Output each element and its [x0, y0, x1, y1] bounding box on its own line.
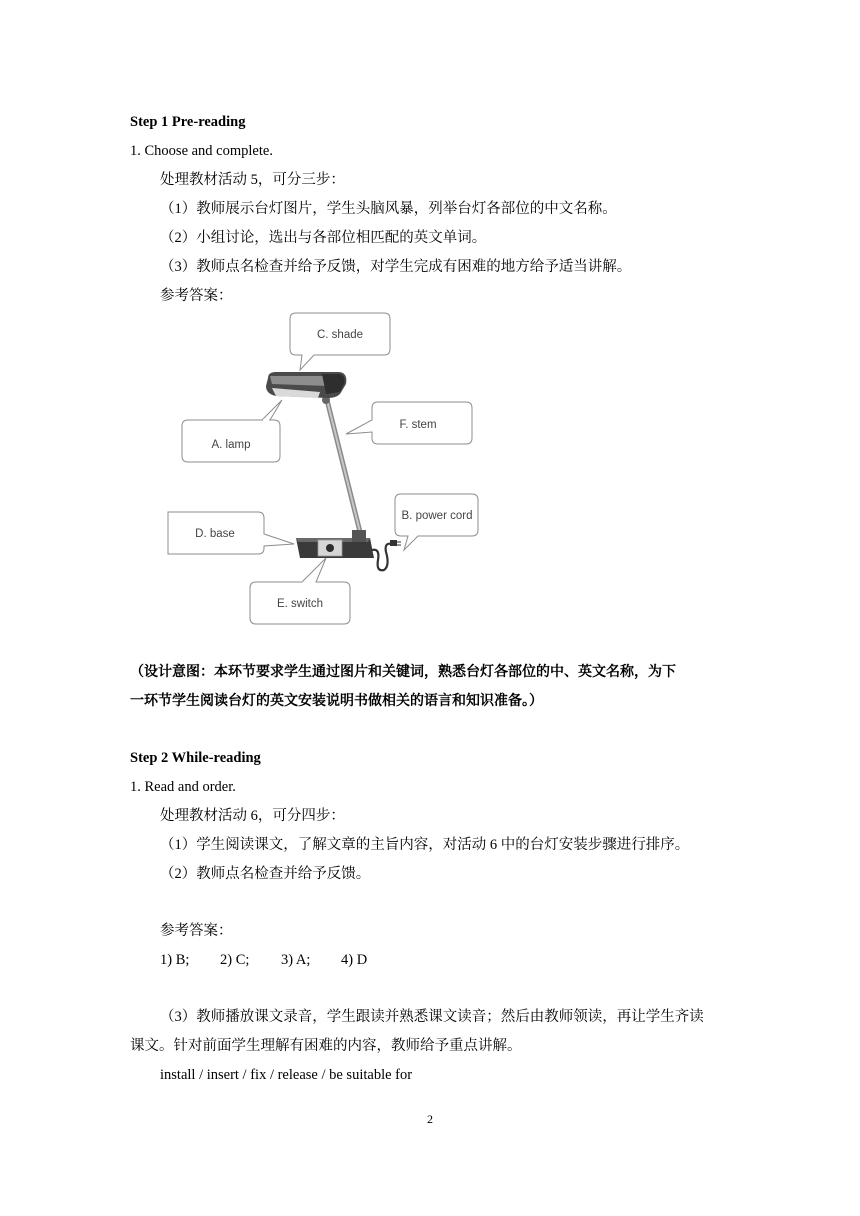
lamp-switch [318, 540, 342, 556]
label-shade: C. shade [316, 329, 364, 341]
label-shade-bubble [290, 313, 390, 370]
step2-answer-label: 参考答案： [160, 923, 233, 939]
design-note-line-1: （设计意图：本环节要求学生通过图片和关键词，熟悉台灯各部位的中、英文名称，为下 [130, 664, 676, 680]
lamp-diagram [160, 305, 490, 635]
label-power-cord-bubble [395, 494, 478, 550]
step1-step-2: （2）小组讨论，选出与各部位相匹配的英文单词。 [160, 230, 487, 246]
label-stem-bubble [346, 402, 472, 444]
lamp-shade [266, 372, 346, 398]
label-stem: F. stem [399, 419, 437, 431]
page-number: 2 [427, 1112, 433, 1126]
step2-step-1: （1）学生阅读课文，了解文章的主旨内容，对活动 6 中的台灯安装步骤进行排序。 [160, 837, 690, 853]
step1-item: 1. Choose and complete. [130, 143, 273, 159]
step2-item: 1. Read and order. [130, 779, 236, 795]
label-lamp: A. lamp [211, 439, 251, 451]
design-note-line-2: 一环节学生阅读台灯的英文安装说明书做相关的语言和知识准备。） [130, 693, 543, 709]
step2-heading: Step 2 While-reading [130, 750, 261, 766]
label-lamp-bubble [182, 400, 282, 462]
label-base-bubble [168, 512, 294, 554]
lamp-power-cord [372, 540, 401, 570]
answer-4: 4) D [341, 952, 368, 968]
label-switch: E. switch [276, 598, 324, 610]
label-power-cord: B. power cord [401, 510, 473, 522]
answer-3: 3) A; [281, 952, 311, 968]
label-switch-bubble [250, 558, 350, 624]
step1-heading: Step 1 Pre-reading [130, 114, 246, 130]
step2-intro: 处理教材活动 6，可分四步： [160, 808, 345, 824]
answer-2: 2) C; [220, 952, 250, 968]
answer-1: 1) B; [160, 952, 190, 968]
step2-step-2: （2）教师点名检查并给予反馈。 [160, 866, 371, 882]
step1-answer-label: 参考答案： [160, 288, 233, 304]
step2-step-3-line-1: （3）教师播放课文录音，学生跟读并熟悉课文读音；然后由教师领读，再让学生齐读 [160, 1009, 704, 1025]
vocab-list: install / insert / fix / release / be suitable for [160, 1067, 413, 1083]
step1-intro: 处理教材活动 5，可分三步： [160, 172, 345, 188]
step1-step-3: （3）教师点名检查并给予反馈，对学生完成有困难的地方给予适当讲解。 [160, 259, 632, 275]
step2-step-3-line-2: 课文。针对前面学生理解有困难的内容，教师给予重点讲解。 [130, 1038, 522, 1054]
step1-step-1: （1）教师展示台灯图片，学生头脑风暴，列举台灯各部位的中文名称。 [160, 201, 617, 217]
label-base: D. base [195, 528, 235, 540]
